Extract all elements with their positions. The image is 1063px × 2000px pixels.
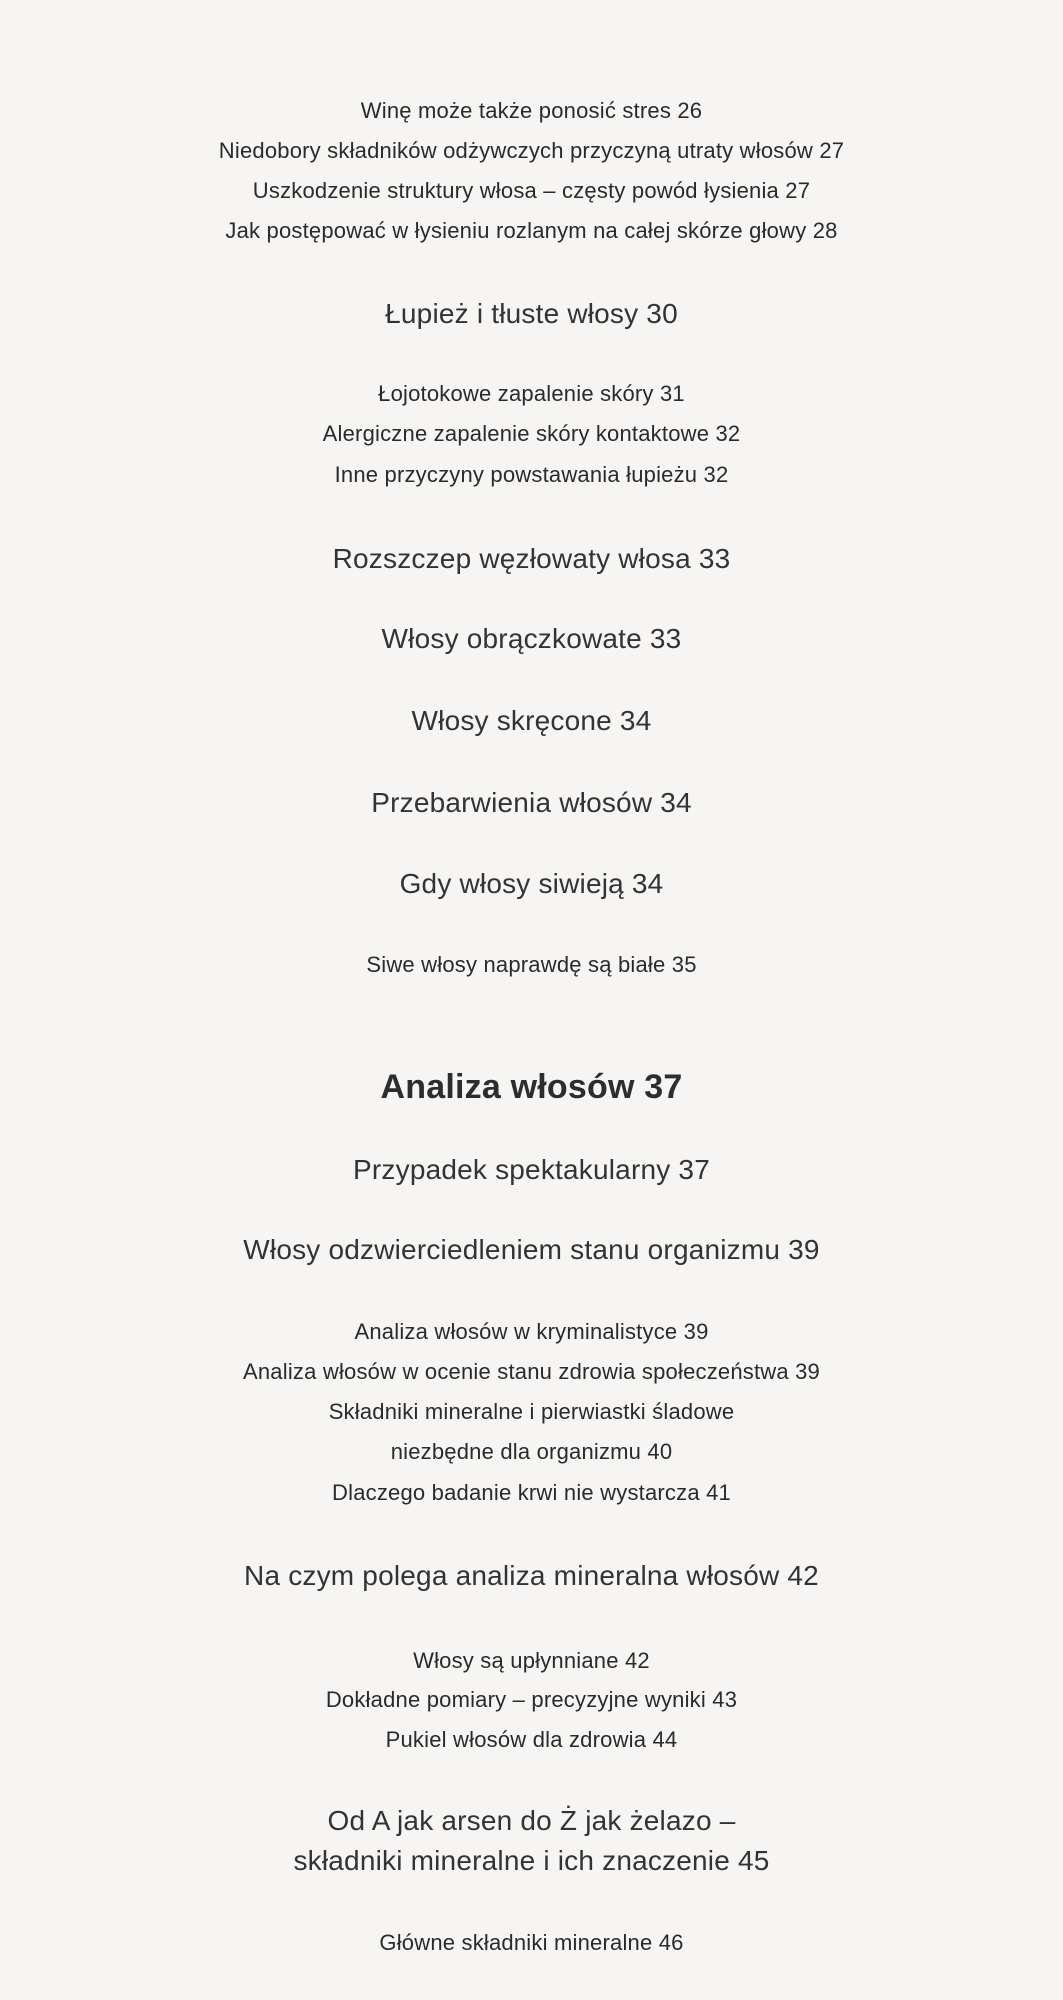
toc-section-heading: Rozszczep węzłowaty włosa 33	[332, 543, 731, 574]
toc-section-heading: Przypadek spektakularny 37	[353, 1154, 710, 1185]
toc-entry: Główne składniki mineralne 46	[379, 1930, 684, 1955]
toc-entry: niezbędne dla organizmu 40	[390, 1439, 673, 1464]
toc-entry: Winę może także ponosić stres 26	[360, 98, 703, 123]
toc-section-heading: Włosy odzwierciedleniem stanu organizmu 39	[243, 1234, 820, 1265]
toc-section-heading: Włosy skręcone 34	[411, 705, 652, 736]
toc-entry: Jak postępować w łysieniu rozlanym na całej skórze głowy 28	[225, 218, 838, 243]
toc-section-heading: Na czym polega analiza mineralna włosów 42	[244, 1560, 819, 1591]
toc-section-heading: Łupież i tłuste włosy 30	[385, 298, 678, 329]
toc-entry: Inne przyczyny powstawania łupieżu 32	[334, 462, 729, 487]
toc-entry: Uszkodzenie struktury włosa – częsty powód łysienia 27	[252, 178, 811, 203]
toc-entry: Składniki mineralne i pierwiastki śladowe	[328, 1399, 735, 1424]
toc-section-heading: składniki mineralne i ich znaczenie 45	[293, 1845, 770, 1876]
toc-entry: Włosy są upłynniane 42	[413, 1648, 650, 1673]
toc-entry: Analiza włosów w ocenie stanu zdrowia społeczeństwa 39	[243, 1359, 820, 1384]
toc-section-heading: Od A jak arsen do Ż jak żelazo –	[327, 1805, 736, 1836]
toc-entry: Niedobory składników odżywczych przyczyną utraty włosów 27	[218, 138, 845, 163]
toc-entry: Pukiel włosów dla zdrowia 44	[385, 1727, 678, 1752]
toc-chapter-heading: Analiza włosów 37	[380, 1068, 683, 1106]
toc-entry: Siwe włosy naprawdę są białe 35	[366, 952, 697, 977]
toc-entry: Dokładne pomiary – precyzyjne wyniki 43	[325, 1687, 738, 1712]
toc-entry: Łojotokowe zapalenie skóry 31	[378, 381, 685, 406]
toc-entry: Dlaczego badanie krwi nie wystarcza 41	[332, 1480, 731, 1505]
toc-section-heading: Gdy włosy siwieją 34	[399, 868, 664, 899]
toc-section-heading: Przebarwienia włosów 34	[371, 787, 692, 818]
toc-entry: Alergiczne zapalenie skóry kontaktowe 32	[322, 421, 741, 446]
toc-entry: Analiza włosów w kryminalistyce 39	[354, 1319, 709, 1344]
toc-section-heading: Włosy obrączkowate 33	[381, 623, 682, 654]
